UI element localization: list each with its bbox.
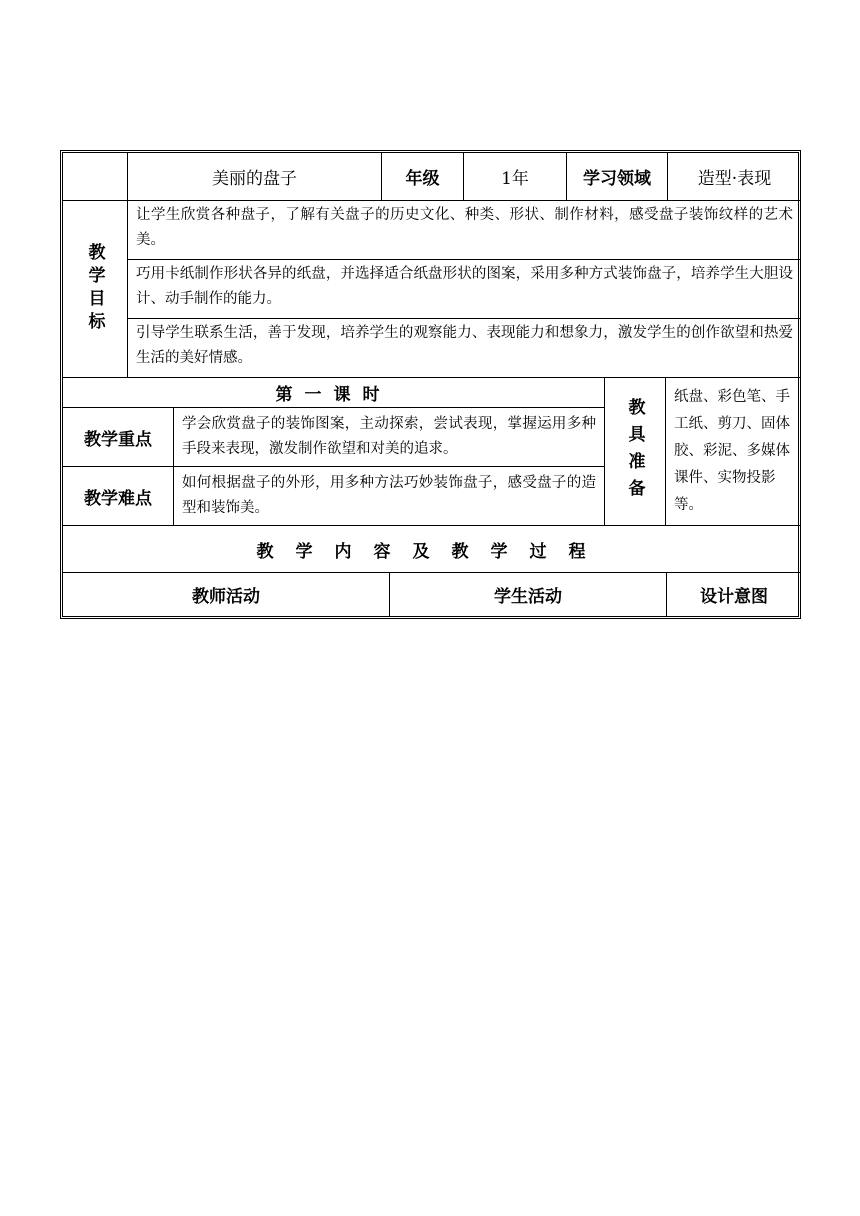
objective-item-2: 巧用卡纸制作形状各异的纸盘，并选择适合纸盘形状的图案，采用多种方式装饰盘子，培养学生大胆设计、动手制作的能力。 — [128, 260, 801, 319]
grade-label: 年级 — [382, 153, 464, 201]
grade-value: 1年 — [464, 153, 567, 201]
process-title: 教学内容及教学过程 — [63, 526, 801, 573]
difficulty-label: 教学难点 — [63, 467, 174, 526]
equipment-label-cell — [605, 378, 666, 526]
domain-label: 学习领域 — [567, 153, 668, 201]
difficulty-text: 如何根据盘子的外形，用多种方法巧妙装饰盘子，感受盘子的造型和装饰美。 — [174, 467, 605, 526]
objectives-label-cell — [63, 201, 128, 378]
header-empty-cell — [63, 153, 128, 201]
equipment-label: 教具准备 — [624, 397, 645, 506]
equipment-text: 纸盘、彩色笔、手工纸、剪刀、固体胶、彩泥、多媒体课件、实物投影等。 — [666, 378, 801, 526]
col-teacher-activity: 教师活动 — [63, 573, 390, 616]
key-point-text: 学会欣赏盘子的装饰图案，主动探索，尝试表现，掌握运用多种手段来表现，激发制作欲望和对美的追求。 — [174, 408, 605, 467]
objectives-label: 教学目标 — [84, 243, 105, 335]
objective-item-3: 引导学生联系生活，善于发现，培养学生的观察能力、表现能力和想象力，激发学生的创作欲望和热爱生活的美好情感。 — [128, 319, 801, 378]
key-point-label: 教学重点 — [63, 408, 174, 467]
lesson-period-title: 第一课时 — [63, 378, 605, 408]
col-design-intent: 设计意图 — [700, 587, 768, 607]
objective-item-1: 让学生欣赏各种盘子，了解有关盘子的历史文化、种类、形状、制作材料，感受盘子装饰纹样的艺术美。 — [128, 201, 801, 260]
domain-value: 造型·表现 — [668, 153, 801, 201]
lesson-plan-table — [60, 150, 801, 619]
col-student-activity: 学生活动 — [390, 573, 667, 616]
lesson-title: 美丽的盘子 — [128, 153, 382, 201]
